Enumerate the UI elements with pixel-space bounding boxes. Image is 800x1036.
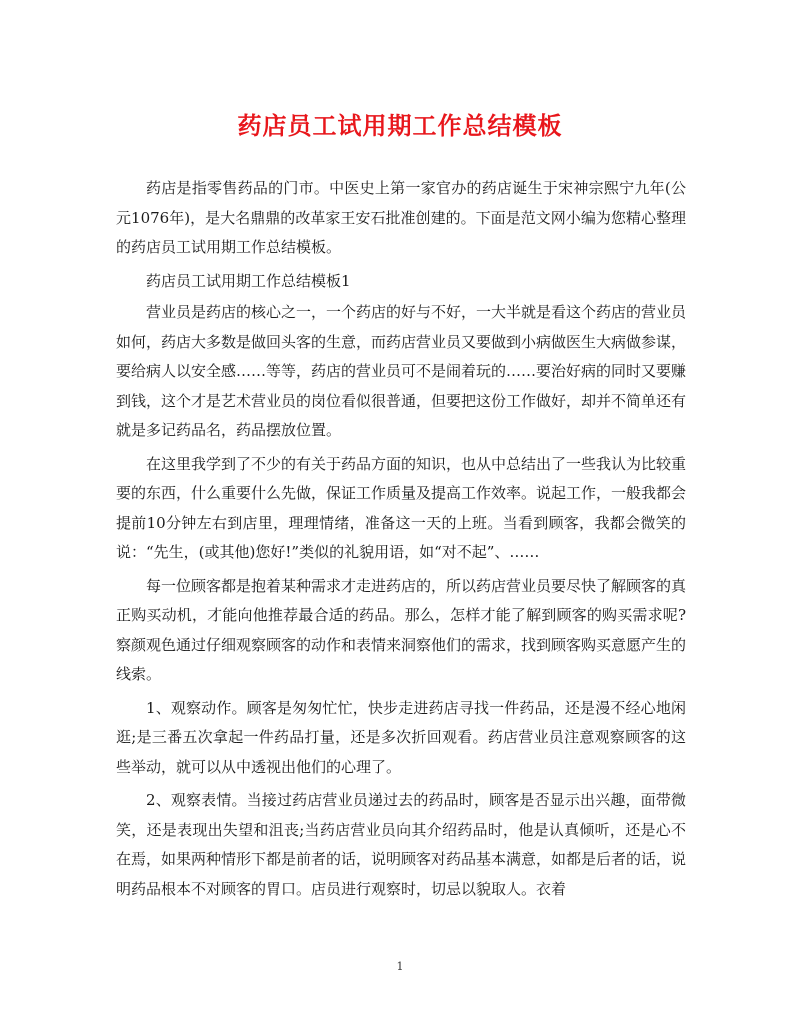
body-paragraph: 1、观察动作。顾客是匆匆忙忙，快步走进药店寻找一件药品，还是漫不经心地闲逛;是三番五次拿起一件药品打量，还是多次折回观看。药店营业员注意观察顾客的这些举动，就可以从中透视出他们的心理了。 [116, 698, 686, 776]
body-paragraph: 营业员是药店的核心之一，一个药店的好与不好，一大半就是看这个药店的营业员如何，药店大多数是做回头客的生意，而药店营业员又要做到小病做医生大病做参谋，要给病人以安全感……等等，药店的营业员可不是闹着玩的……要治好病的同时又要赚到钱，这个才是艺术营业员的岗位看似很普通，但要把这份工作做好，却并不简单还有就是多记药品名，药品摆放位置。 [116, 303, 687, 439]
section-heading: 药店员工试用期工作总结模板1 [146, 271, 351, 290]
page-number: 1 [396, 960, 404, 973]
body-paragraph: 在这里我学到了不少的有关于药品方面的知识，也从中总结出了一些我认为比较重要的东西，什么重要什么先做，保证工作质量及提高工作效率。说起工作，一般我都会提前10分钟左右到店里，理理情绪，准备这一天的上班。当看到顾客，我都会微笑的说：“先生，(或其他)您好!”类似的礼貌用语，如“对不起”、…… [116, 454, 687, 561]
document-body [116, 174, 686, 908]
intro-paragraph: 药店是指零售药品的门市。中医史上第一家官办的药店诞生于宋神宗熙宁九年(公元1076年)，是大名鼎鼎的改革家王安石批准创建的。下面是范文网小编为您精心整理的药店员工试用期工作总结模板。 [116, 179, 686, 256]
body-paragraph: 2、观察表情。当接过药店营业员递过去的药品时，顾客是否显示出兴趣，面带微笑，还是表现出失望和沮丧;当药店营业员向其介绍药品时，他是认真倾听，还是心不在焉，如果两种情形下都是前者的话，说明顾客对药品基本满意，如都是后者的话，说明药品根本不对顾客的胃口。店员进行观察时，切忌以貌取人。衣着 [116, 791, 687, 898]
document-title: 药店员工试用期工作总结模板 [237, 111, 563, 140]
body-paragraph: 每一位顾客都是抱着某种需求才走进药店的，所以药店营业员要尽快了解顾客的真正购买动机，才能向他推荐最合适的药品。那么，怎样才能了解到顾客的购买需求呢?察颜观色通过仔细观察顾客的动作和表情来洞察他们的需求，找到顾客购买意愿产生的线索。 [116, 576, 687, 683]
